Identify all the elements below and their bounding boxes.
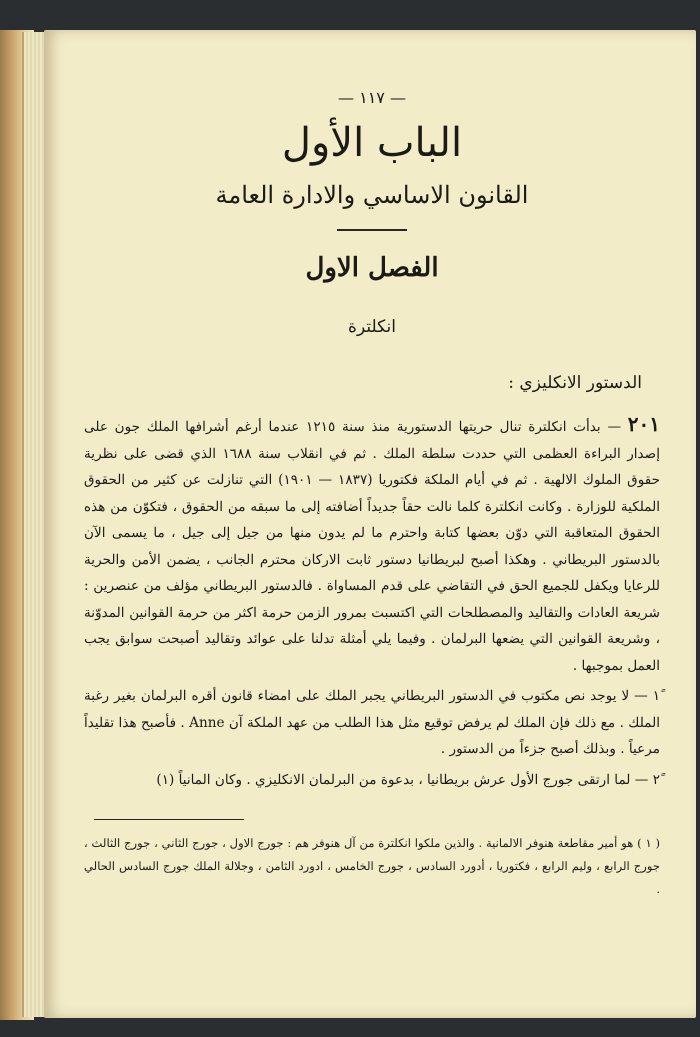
main-paragraph xyxy=(84,411,660,679)
page-content xyxy=(84,38,660,1008)
page xyxy=(44,30,696,1018)
chapter-title: الفصل الاول xyxy=(305,253,439,283)
footnote: ( ١ ) هو أمير مقاطعة هنوفر الالمانية . والذين ملكوا انكلترة من آل هنوفر هم : جورج الاول ، جورج الثاني ، جورج الثالث ، جورج الرابع ، وليم الرابع ، فكتوريا ، أدورد السادس ، جورج الخامس ، ادورد الثامن ، وجلالة الملك جورج السادس الحالي . xyxy=(84,836,660,896)
part-title: الباب الأول xyxy=(281,120,463,166)
footnote-rule xyxy=(94,819,244,820)
country-heading: انكلترة xyxy=(348,317,396,337)
paragraph-number: ٢٠١ xyxy=(627,412,660,436)
footnote-rule-wrap xyxy=(84,793,660,832)
part-subtitle: القانون الاساسي والادارة العامة xyxy=(215,181,529,209)
page-number: — ١١٧ — xyxy=(338,88,406,107)
note-1: ١ً — لا يوجد نص مكتوب في الدستور البريطاني يجبر الملك على امضاء قانون أقره البرلمان بغير رغبة الملك . مع ذلك فإن الملك لم يرفض توقيع مثل هذا الطلب من عهد الملكة آن Anne . فأصبح هذا تقليداً مرعياً . وبذلك أصبح جزءاً من الدستور . xyxy=(84,688,661,757)
title-divider xyxy=(337,229,407,231)
section-heading: الدستور الانكليزي : xyxy=(508,373,642,393)
note-2: ٢ً — لما ارتقى جورج الأول عرش بريطانيا ، بدعوة من البرلمان الانكليزي . وكان المانياً (١) xyxy=(156,771,660,788)
paragraph-text: — بدأت انكلترة تنال حريتها الدستورية منذ سنة ١٢١٥ عندما أرغم أشرافها الملك جون على إصدار البراءة العظمى التي حددت سلطة الملك . ثم في انقلاب سنة ١٦٨٨ الذي قضى على نظرية حقوق الملوك الالهية . ثم في أيام الملكة فكتوريا (١٨٣٧ — ١٩٠١) التي تنازلت عن كثير من الحقوق الملكية للوزارة . وكانت انكلترة كلما نالت حقاً جديداً أضافته إلى ما سبقه من الحقوق ، فتكوّن من هذه الحقوق المتعاقبة التي دوّن بعضها كتابة واحترم ما لم يدون منها من جيل إلى جيل ، ما يسمى الآن بالدستور البريطاني . وهكذا أصبح لبريطانيا دستور ثابت الاركان محترم الجانب ، يضمن الأمن والحرية للرعايا ويكفل للجميع الحق في التقاضي على قدم المساواة . فالدستور البريطاني مؤلف من عنصرين : شريعة العادات والتقاليد والمصطلحات التي اكتسبت بمرور الزمن حرمة اكثر من حرمة القوانين المدوّنة ، وشريعة القوانين التي يضعها البرلمان . وفيما يلي أمثلة تدلنا على عوائد وتقاليد أصبحت سوابق يجب العمل بموجبها . xyxy=(84,419,661,674)
